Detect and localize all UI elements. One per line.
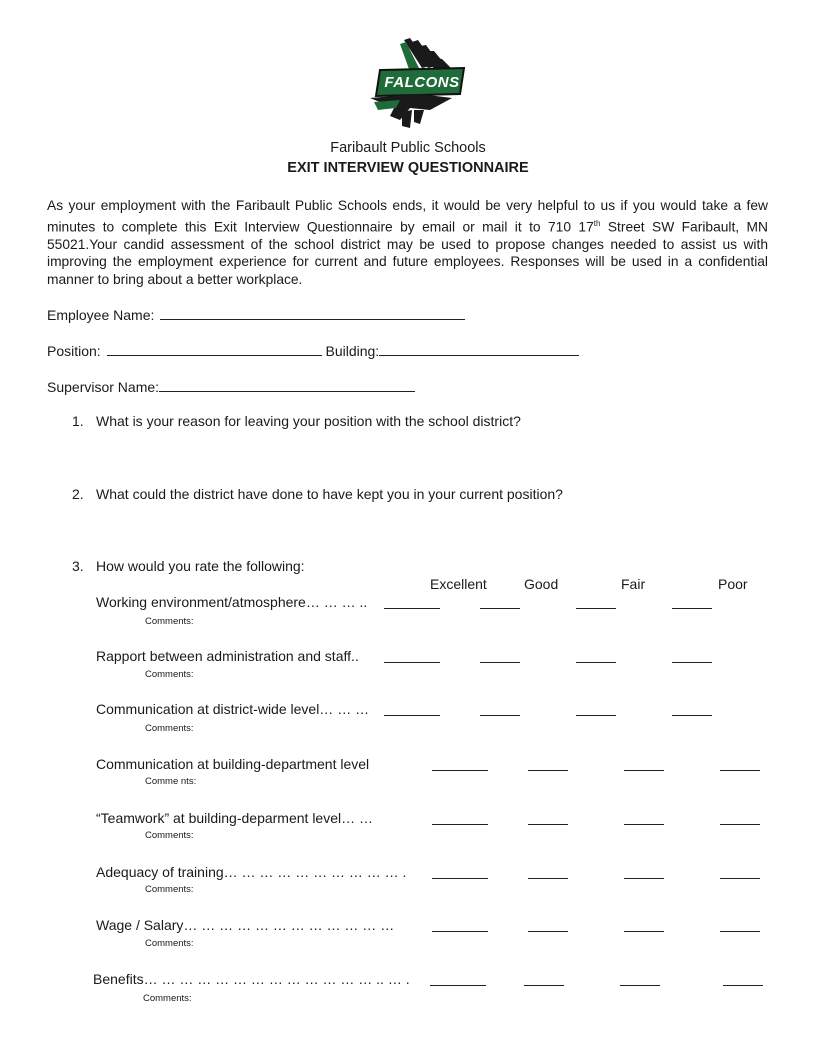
comments-label: Comments: [145, 669, 194, 680]
position-field[interactable] [107, 341, 322, 356]
question-1-text: What is your reason for leaving your position with the school district? [96, 413, 521, 429]
building-label: Building: [325, 343, 380, 359]
communication-district-excellent-blank[interactable] [384, 715, 440, 716]
rapport-excellent-blank[interactable] [384, 662, 440, 663]
header-poor: Poor [718, 576, 748, 592]
rating-label-wage-salary: Wage / Salary… … … … … … … … … … … … [96, 917, 395, 933]
header-excellent: Excellent [430, 576, 487, 592]
building-field[interactable] [379, 341, 579, 356]
position-row [47, 341, 579, 359]
question-1 [72, 413, 521, 429]
training-poor-blank[interactable] [720, 878, 760, 879]
rating-label-training: Adequacy of training… … … … … … … … … … . [96, 864, 407, 880]
teamwork-good-blank[interactable] [528, 824, 568, 825]
communication-building-fair-blank[interactable] [624, 770, 664, 771]
supervisor-name-field[interactable] [159, 377, 415, 392]
rating-label-rapport: Rapport between administration and staff.. [96, 648, 359, 664]
supervisor-name-label: Supervisor Name: [47, 379, 160, 395]
supervisor-name-row [47, 377, 415, 395]
benefits-poor-blank[interactable] [723, 985, 763, 986]
communication-district-good-blank[interactable] [480, 715, 520, 716]
header-fair: Fair [621, 576, 646, 592]
working-environment-good-blank[interactable] [480, 608, 520, 609]
rapport-poor-blank[interactable] [672, 662, 712, 663]
working-environment-excellent-blank[interactable] [384, 608, 440, 609]
rating-label-teamwork: “Teamwork” at building-deparment level… … [96, 810, 373, 826]
school-name: Faribault Public Schools [330, 140, 486, 156]
wage-salary-fair-blank[interactable] [624, 931, 664, 932]
wage-salary-good-blank[interactable] [528, 931, 568, 932]
rating-label-working-environment: Working environment/atmosphere… … … .. [96, 594, 368, 610]
question-2-number: 2. [72, 486, 84, 502]
falcons-logo [360, 36, 470, 131]
question-1-number: 1. [72, 413, 84, 429]
question-3-text: How would you rate the following: [96, 558, 305, 574]
teamwork-poor-blank[interactable] [720, 824, 760, 825]
question-3-number: 3. [72, 558, 84, 574]
comments-label: Comments: [145, 723, 194, 734]
working-environment-poor-blank[interactable] [672, 608, 712, 609]
rapport-fair-blank[interactable] [576, 662, 616, 663]
intro-text-part1: As your employment with the Faribault Public Schools ends, it would be very helpful to us if you would take a few minutes to complete this Exit Interview Questionnaire by email or mail it to 710 17 [47, 198, 768, 235]
working-environment-fair-blank[interactable] [576, 608, 616, 609]
employee-name-label: Employee Name: [47, 307, 155, 323]
comments-label: Comments: [143, 993, 192, 1004]
communication-district-fair-blank[interactable] [576, 715, 616, 716]
communication-district-poor-blank[interactable] [672, 715, 712, 716]
question-2 [72, 486, 563, 502]
communication-building-poor-blank[interactable] [720, 770, 760, 771]
employee-name-field[interactable] [160, 305, 465, 320]
intro-superscript: th [593, 218, 601, 228]
header-good: Good [524, 576, 559, 592]
communication-building-excellent-blank[interactable] [432, 770, 488, 771]
training-excellent-blank[interactable] [432, 878, 488, 879]
comments-label: Comments: [145, 884, 194, 895]
rating-label-benefits: Benefits… … … … … … … … … … … … … .. … . [93, 971, 410, 987]
comments-label: Comme nts: [145, 776, 197, 787]
intro-paragraph [47, 197, 768, 289]
teamwork-excellent-blank[interactable] [432, 824, 488, 825]
wage-salary-excellent-blank[interactable] [432, 931, 488, 932]
benefits-fair-blank[interactable] [620, 985, 660, 986]
position-label: Position: [47, 343, 101, 359]
rapport-good-blank[interactable] [480, 662, 520, 663]
rating-label-communication-district: Communication at district-wide level… … … [96, 701, 370, 717]
comments-label: Comments: [145, 616, 194, 627]
teamwork-fair-blank[interactable] [624, 824, 664, 825]
question-3 [72, 558, 305, 574]
training-fair-blank[interactable] [624, 878, 664, 879]
communication-building-good-blank[interactable] [528, 770, 568, 771]
question-2-text: What could the district have done to have kept you in your current position? [96, 486, 563, 502]
comments-label: Comments: [145, 938, 194, 949]
intro-text-part2: Street SW Faribault, MN 55021.Your candid assessment of the school district may be used to propose changes needed to assist us with improving the employment experience for current and future employees. Responses will be used in a confidential manner to bring about a better workplace. [47, 219, 768, 287]
wage-salary-poor-blank[interactable] [720, 931, 760, 932]
employee-name-row [47, 305, 465, 323]
logo-text: FALCONS [384, 74, 460, 91]
page-title: EXIT INTERVIEW QUESTIONNAIRE [287, 160, 529, 176]
benefits-excellent-blank[interactable] [430, 985, 486, 986]
training-good-blank[interactable] [528, 878, 568, 879]
benefits-good-blank[interactable] [524, 985, 564, 986]
rating-label-communication-building: Communication at building-department level [96, 756, 370, 772]
comments-label: Comments: [145, 830, 194, 841]
